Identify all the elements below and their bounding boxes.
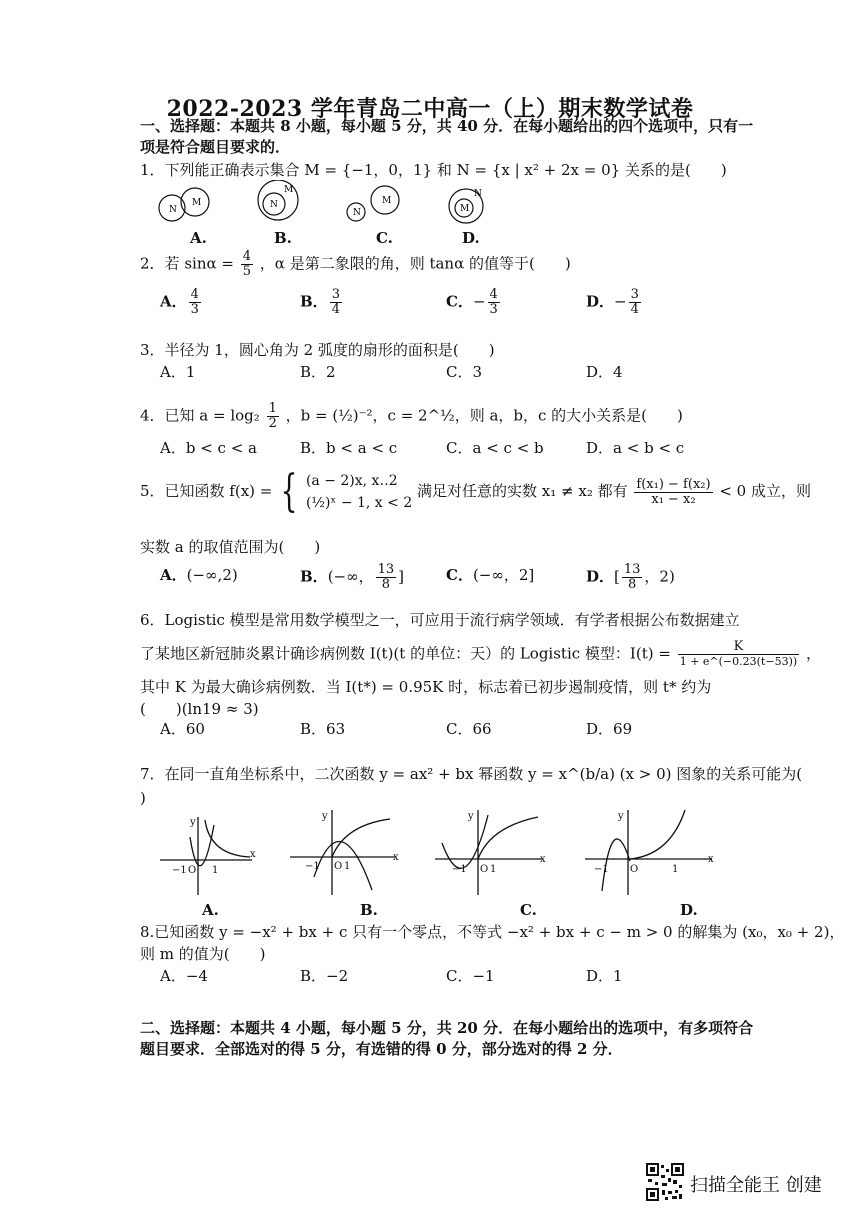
- q7-line2: ): [140, 789, 146, 807]
- section1-line1: 一、选择题：本题共 8 小题，每小题 5 分，共 40 分．在每小题给出的四个选项中，只有一: [140, 117, 754, 135]
- q7-b-one: 1: [344, 861, 351, 872]
- q7-d-neg1: −1: [594, 864, 609, 875]
- q8-option-b[interactable]: B．−2: [300, 967, 349, 985]
- venn-d: [449, 189, 483, 223]
- q6-option-d[interactable]: D．69: [586, 720, 633, 738]
- q7-line1: 7．在同一直角坐标系中，二次函数 y = ax² + bx 幂函数 y = x^(b/a) (x > 0) 图象的关系可能为(: [140, 765, 803, 783]
- q7-d-one: 1: [672, 864, 679, 875]
- venn-d-m-label: M: [460, 204, 470, 214]
- q7-a-x-label: x: [250, 849, 256, 860]
- q7-option-a[interactable]: A.: [202, 901, 219, 919]
- q1-stem: 1．下列能正确表示集合 M = {−1，0，1} 和 N = {x | x² + 2x = 0} 关系的是( ): [140, 161, 727, 179]
- q2-option-d[interactable]: D．− $\frac{3}{4}$: [586, 287, 639, 317]
- q5-line2: 实数 a 的取值范围为( ): [140, 538, 321, 556]
- q5-case1: (a − 2)x, x‥2: [305, 473, 398, 489]
- venn-b: [258, 180, 298, 220]
- q7-graph-a: [160, 817, 252, 895]
- venn-c: [347, 186, 399, 221]
- venn-c-m-label: M: [382, 196, 392, 206]
- venn-a: [159, 188, 209, 221]
- q2-num: 4: [242, 249, 252, 264]
- q5-option-d[interactable]: D．[ $\frac{13}{8}$ ，2): [586, 562, 675, 592]
- q2-option-d-label: D．: [586, 292, 615, 311]
- q7-graph-c: [435, 810, 542, 895]
- q2-option-b-label: B．: [300, 292, 328, 311]
- q1-option-c[interactable]: C.: [376, 229, 393, 247]
- q8-line2: 则 m 的值为( ): [140, 945, 266, 963]
- q1-option-b[interactable]: B.: [274, 229, 292, 247]
- q1-option-a[interactable]: A.: [190, 229, 207, 247]
- section2-line1: 二、选择题：本题共 4 小题，每小题 5 分，共 20 分．在每小题给出的选项中，有多项符合: [140, 1019, 754, 1037]
- q2-fraction: [241, 250, 253, 279]
- q2-post: ，α 是第二象限的角，则 tanα 的值等于( ): [259, 254, 571, 273]
- q4-option-c[interactable]: C．a < c < b: [446, 439, 544, 457]
- qr-code-icon: [646, 1163, 684, 1201]
- q8-option-d[interactable]: D．1: [586, 967, 623, 985]
- q6-option-b[interactable]: B．63: [300, 720, 346, 738]
- q3-stem: 3．半径为 1，圆心角为 2 弧度的扇形的面积是( ): [140, 341, 495, 359]
- q7-c-neg1: −1: [452, 864, 467, 875]
- q2-sin: sinα =: [184, 254, 234, 273]
- q2-stem: [140, 250, 571, 279]
- q4-post: ，b = (½)⁻²，c = 2^½，则 a，b，c 的大小关系是( ): [285, 406, 683, 425]
- venn-c-n-label: N: [353, 208, 361, 218]
- q2-den: 5: [242, 264, 252, 279]
- venn-b-n-label: N: [270, 200, 278, 210]
- venn-d-n-label: N: [474, 189, 482, 199]
- q7-b-neg1: −1: [305, 861, 320, 872]
- q4-option-b[interactable]: B．b < a < c: [300, 439, 398, 457]
- q7-graph-d: [585, 810, 712, 895]
- q7-d-origin: O: [630, 864, 639, 875]
- q7-b-y-label: y: [322, 811, 328, 822]
- q6-option-a[interactable]: A．60: [160, 720, 205, 738]
- q2-option-a-label: A．: [160, 292, 187, 311]
- q7-graph-b: [290, 810, 395, 895]
- q5-cases: [306, 470, 412, 514]
- q5-stem: 5．已知函数 f(x) = { (a − 2)x, x‥2 (½)ˣ − 1, x < 2 满足对任意的实数 x₁ ≠ x₂ 都有 $\frac{\text{f(x₁) − f(x₂)}}{\text{x₁ − x₂}}$ < 0 成立，则: [140, 466, 811, 517]
- page-title: 2022-2023 学年青岛二中高一（上）期末数学试卷: [166, 96, 694, 122]
- q7-a-y-label: y: [190, 817, 196, 828]
- q7-option-c[interactable]: C.: [520, 901, 537, 919]
- section1-line2: 项是符合题目要求的．: [140, 138, 291, 156]
- q7-d-y-label: y: [618, 811, 624, 822]
- q3-option-c[interactable]: C．3: [446, 363, 483, 381]
- q4-option-a[interactable]: A．b < c < a: [160, 439, 257, 457]
- q8-option-c[interactable]: C．−1: [446, 967, 495, 985]
- q3-option-b[interactable]: B．2: [300, 363, 336, 381]
- q7-option-b[interactable]: B.: [360, 901, 378, 919]
- q6-line2-pre: 了某地区新冠肺炎累计确诊病例数 I(t)(t 的单位：天）的 Logistic 模型：I(t) =: [140, 644, 671, 663]
- q6-option-c[interactable]: C．66: [446, 720, 492, 738]
- q4-fraction: $\frac{1}{2}$: [268, 401, 277, 431]
- q3-option-d[interactable]: D．4: [586, 363, 623, 381]
- q1-venn-diagrams: [150, 180, 510, 230]
- q7-option-d[interactable]: D.: [680, 901, 698, 919]
- scanner-brand-label: 扫描全能王 创建: [690, 1175, 822, 1196]
- q4-option-d[interactable]: D．a < b < c: [586, 439, 685, 457]
- q7-b-origin: O: [334, 861, 343, 872]
- q7-graphs: [150, 805, 720, 900]
- q6-fraction: $\frac{K}{1 + e\^{}(-0.23(t-53))}$: [679, 639, 798, 668]
- venn-b-m-label: M: [284, 185, 294, 195]
- venn-a-m-label: M: [192, 198, 202, 208]
- q2-option-b[interactable]: B． $\frac{3}{4}$: [300, 287, 340, 317]
- q5-pre: 5．已知函数 f(x) =: [140, 482, 273, 500]
- q7-d-x-label: x: [708, 854, 714, 865]
- q5-case2: (½)ˣ − 1, x < 2: [305, 495, 413, 511]
- q7-c-y-label: y: [468, 811, 474, 822]
- q5-option-c[interactable]: C．(−∞，2]: [446, 566, 535, 584]
- q3-option-a[interactable]: A．1: [160, 363, 196, 381]
- q5-post: < 0 成立，则: [719, 482, 811, 500]
- venn-a-n-label: N: [169, 205, 177, 215]
- q8-line1: 8.已知函数 y = −x² + bx + c 只有一个零点，不等式 −x² + bx + c − m > 0 的解集为 (x₀，x₀ + 2)，: [140, 923, 845, 941]
- q7-c-x-label: x: [540, 854, 546, 865]
- q7-c-one: 1: [490, 864, 497, 875]
- q6-line2: 了某地区新冠肺炎累计确诊病例数 I(t)(t 的单位：天）的 Logistic 模型：I(t) = $\frac{K}{1 + e\^{}(-0.23(t-53))}$ ，: [140, 639, 821, 668]
- q1-option-d[interactable]: D.: [462, 229, 480, 247]
- q6-line3: 其中 K 为最大确诊病例数．当 I(t*) = 0.95K 时，标志着已初步遏制疫情，则 t* 约为: [140, 678, 712, 696]
- q7-a-origin: O: [188, 865, 197, 876]
- q2-pre: 2．若: [140, 254, 180, 273]
- q7-c-origin: O: [480, 864, 489, 875]
- section2-line2: 题目要求．全部选对的得 5 分，有选错的得 0 分，部分选对的得 2 分．: [140, 1040, 623, 1058]
- q2-option-c[interactable]: C．− $\frac{4}{3}$: [446, 287, 498, 317]
- q5-option-b[interactable]: B．(−∞， $\frac{13}{8}$ ]: [300, 562, 405, 592]
- q5-mid: 满足对任意的实数 x₁ ≠ x₂ 都有: [417, 482, 628, 500]
- q2-option-a[interactable]: A． $\frac{4}{3}$: [160, 287, 199, 317]
- q6-line4: ( )(ln19 ≈ 3): [140, 700, 259, 718]
- q7-a-neg1: −1: [172, 865, 187, 876]
- q8-option-a[interactable]: A．−4: [160, 967, 208, 985]
- q4-pre: 4．已知 a = log₂: [140, 406, 260, 425]
- q5-fraction: $\frac{\text{f(x₁) − f(x₂)}}{\text{x₁ − x₂}}$: [636, 476, 711, 507]
- q5-option-a[interactable]: A．(−∞,2): [160, 566, 238, 584]
- q6-line1: 6．Logistic 模型是常用数学模型之一，可应用于流行病学领域．有学者根据公布数据建立: [140, 611, 740, 629]
- q7-a-one: 1: [212, 865, 219, 876]
- q7-b-x-label: x: [393, 852, 399, 863]
- q4-stem: [140, 402, 683, 431]
- q2-option-c-label: C．: [446, 292, 473, 311]
